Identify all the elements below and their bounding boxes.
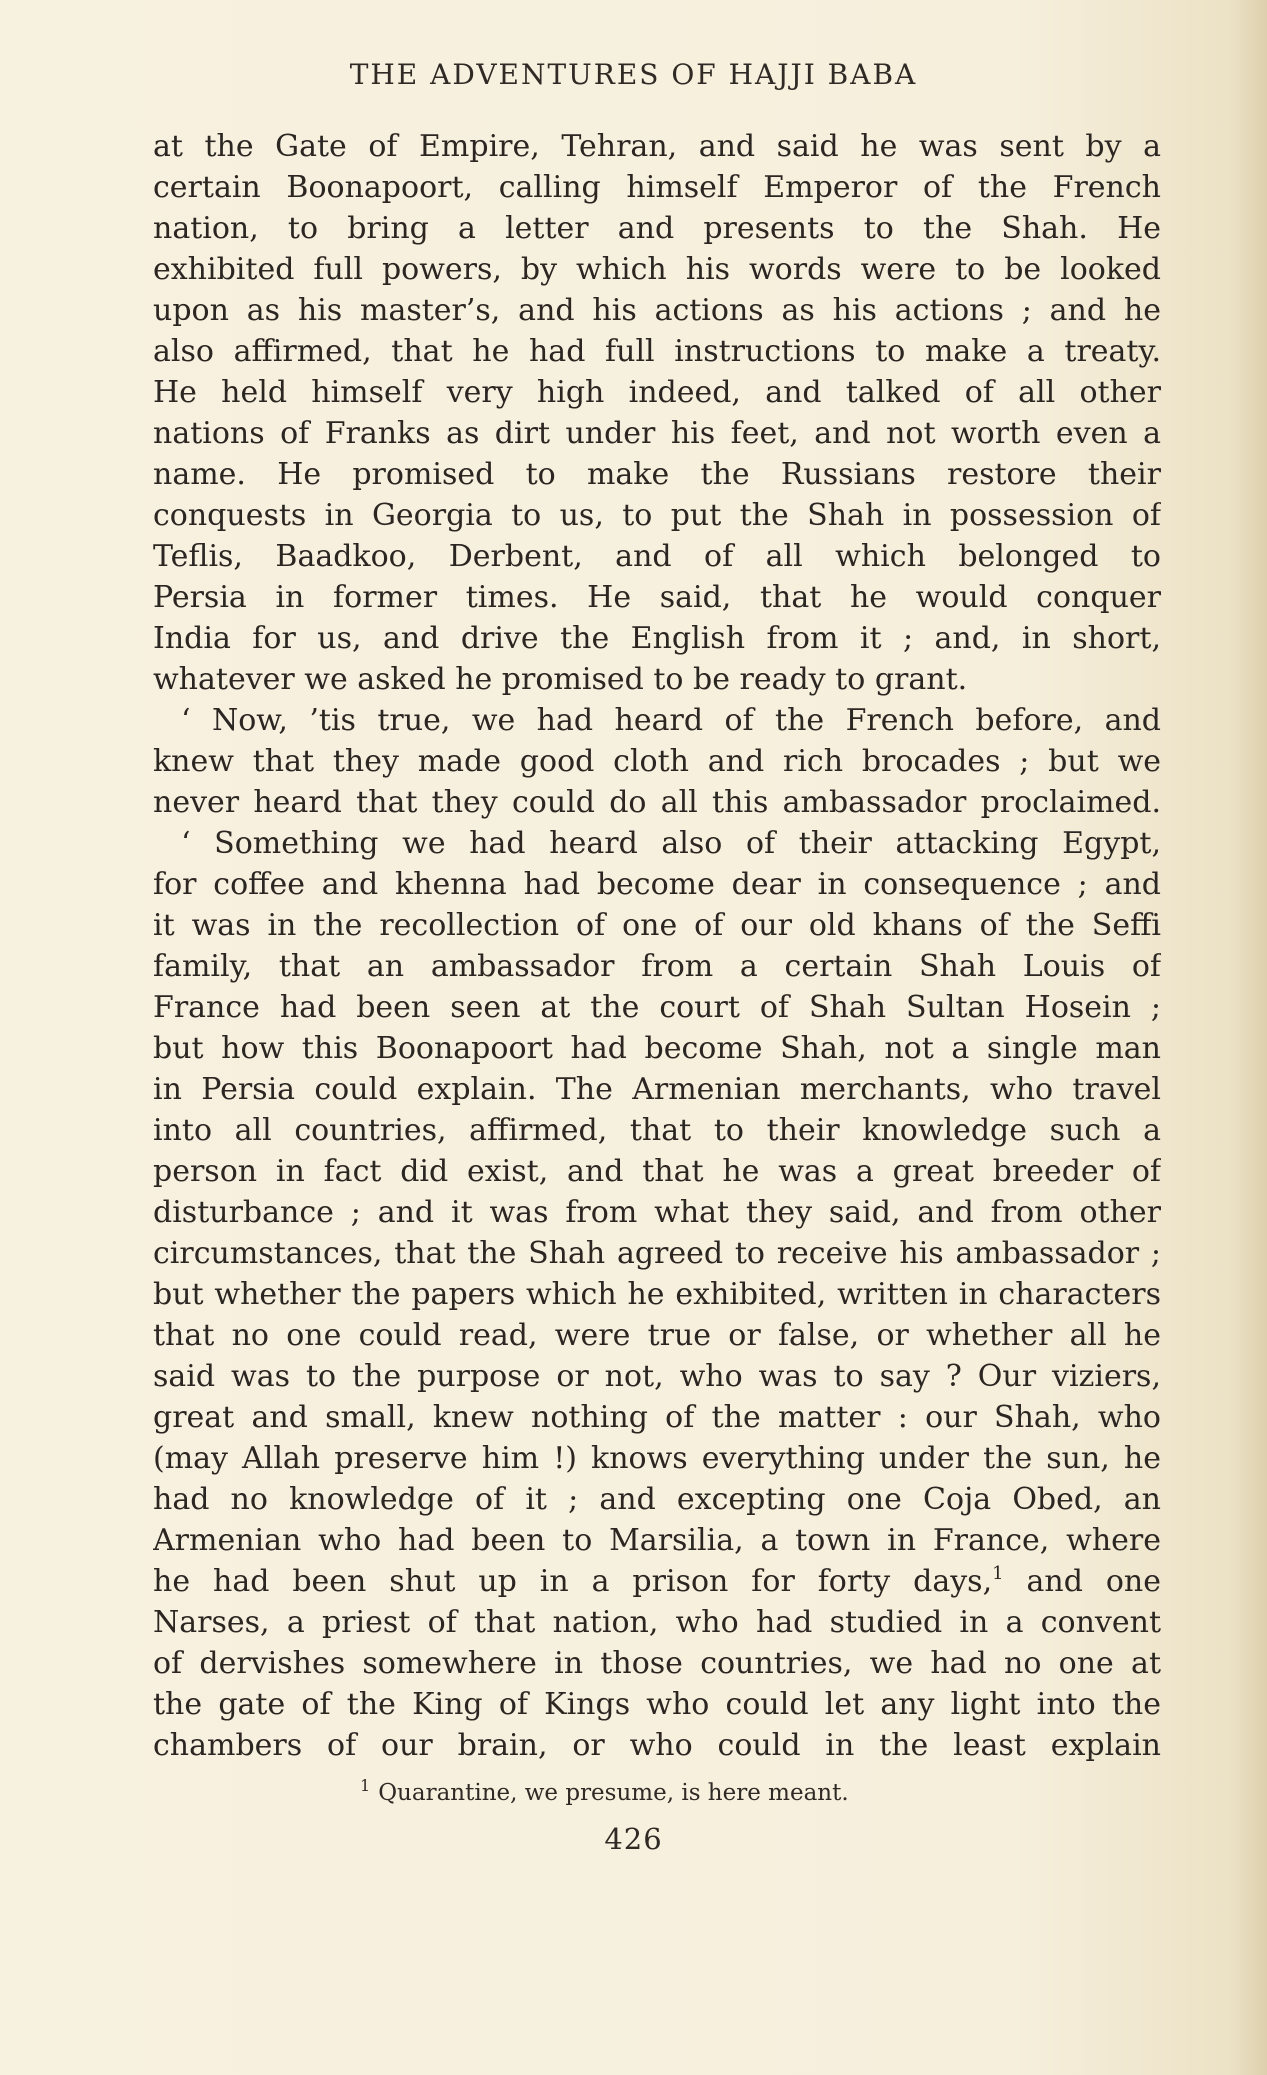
text-line: that no one could read, were true or false, or whether all he bbox=[153, 1318, 1161, 1353]
text-line: Persia in former times. He said, that he would conquer bbox=[153, 580, 1161, 615]
text-line: Armenian who had been to Marsilia, a town in France, where bbox=[153, 1523, 1161, 1558]
text-line: in Persia could explain. The Armenian merchants, who travel bbox=[153, 1072, 1161, 1107]
text-line: whatever we asked he promised to be ready to grant. bbox=[153, 662, 968, 697]
text-line-with-footnote-ref bbox=[153, 1561, 1161, 1602]
text-line: it was in the recollection of one of our old khans of the Seffi bbox=[153, 908, 1161, 943]
text-line: knew that they made good cloth and rich brocades ; but we bbox=[153, 744, 1161, 779]
text-line: ‘ Now, ’tis true, we had heard of the French before, and bbox=[181, 703, 1161, 738]
footnote-text: Quarantine, we presume, is here meant. bbox=[378, 1780, 849, 1806]
text-line: Narses, a priest of that nation, who had studied in a convent bbox=[153, 1605, 1161, 1640]
text-line-start: he had been shut up in a prison for forty days, bbox=[153, 1564, 993, 1599]
text-line: chambers of our brain, or who could in the least explain bbox=[153, 1728, 1161, 1763]
text-line: family, that an ambassador from a certain Shah Louis of bbox=[153, 949, 1161, 984]
text-line: but whether the papers which he exhibited, written in characters bbox=[153, 1277, 1161, 1312]
text-line: had no knowledge of it ; and excepting one Coja Obed, an bbox=[153, 1482, 1161, 1517]
text-line: but how this Boonapoort had become Shah, not a single man bbox=[153, 1031, 1161, 1066]
text-line: the gate of the King of Kings who could let any light into the bbox=[153, 1687, 1161, 1722]
body-text bbox=[153, 126, 1161, 1766]
text-line: of dervishes somewhere in those countries, we had no one at bbox=[153, 1646, 1161, 1681]
text-line: France had been seen at the court of Shah Sultan Hosein ; bbox=[153, 990, 1161, 1025]
text-line: Teflis, Baadkoo, Derbent, and of all which belonged to bbox=[153, 539, 1161, 574]
text-line: never heard that they could do all this ambassador proclaimed. bbox=[153, 785, 1161, 820]
footnote-marker: 1 bbox=[360, 1776, 371, 1795]
text-line: name. He promised to make the Russians restore their bbox=[153, 457, 1161, 492]
text-line: ‘ Something we had heard also of their attacking Egypt, bbox=[181, 826, 1161, 861]
text-line: disturbance ; and it was from what they said, and from other bbox=[153, 1195, 1161, 1230]
text-line: for coffee and khenna had become dear in consequence ; and bbox=[153, 867, 1161, 902]
text-line-end: and one bbox=[1026, 1564, 1161, 1599]
text-line: into all countries, affirmed, that to their knowledge such a bbox=[153, 1113, 1161, 1148]
page-number: 426 bbox=[604, 1822, 663, 1856]
text-line: (may Allah preserve him !) knows everything under the sun, he bbox=[153, 1441, 1161, 1476]
text-line: circumstances, that the Shah agreed to receive his ambassador ; bbox=[153, 1236, 1161, 1271]
running-head: THE ADVENTURES OF HAJJI BABA bbox=[349, 58, 918, 91]
text-line: He held himself very high indeed, and talked of all other bbox=[153, 375, 1161, 410]
text-line: exhibited full powers, by which his words were to be looked bbox=[153, 252, 1161, 287]
text-line: conquests in Georgia to us, to put the Shah in possession of bbox=[153, 498, 1161, 533]
text-line: great and small, knew nothing of the matter : our Shah, who bbox=[153, 1400, 1161, 1435]
text-line: at the Gate of Empire, Tehran, and said he was sent by a bbox=[153, 129, 1161, 164]
text-line: said was to the purpose or not, who was to say ? Our viziers, bbox=[153, 1359, 1161, 1394]
text-line: also affirmed, that he had full instructions to make a treaty. bbox=[153, 334, 1161, 369]
text-line: nations of Franks as dirt under his feet, and not worth even a bbox=[153, 416, 1161, 451]
footnote-reference: 1 bbox=[992, 1563, 1004, 1584]
footnote bbox=[360, 1776, 849, 1806]
text-line: nation, to bring a letter and presents to the Shah. He bbox=[153, 211, 1161, 246]
text-line: person in fact did exist, and that he was a great breeder of bbox=[153, 1154, 1161, 1189]
text-line: India for us, and drive the English from it ; and, in short, bbox=[153, 621, 1161, 656]
text-line: upon as his master’s, and his actions as his actions ; and he bbox=[153, 293, 1161, 328]
text-line: certain Boonapoort, calling himself Emperor of the French bbox=[153, 170, 1161, 205]
